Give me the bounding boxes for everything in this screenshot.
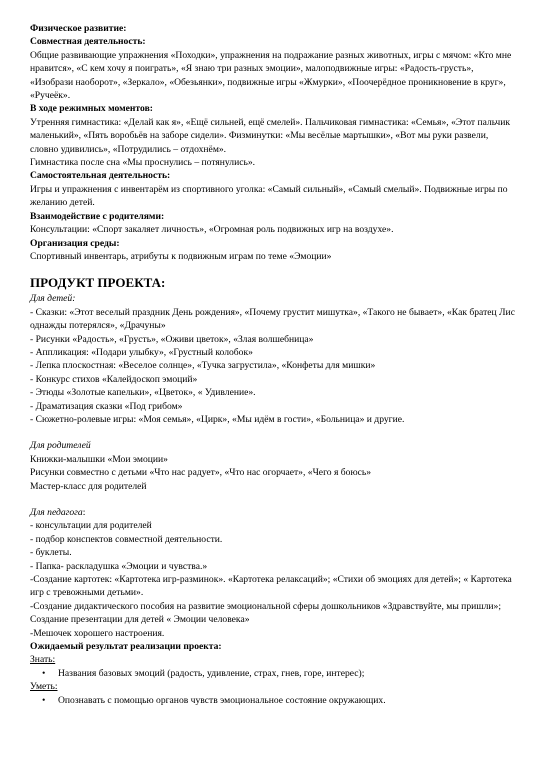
parents-interaction-heading: Взаимодействие с родителями: <box>30 210 165 222</box>
list-item: - Драматизация сказки «Под грибом» <box>30 400 183 412</box>
list-item: - Этюды «Золотые капельки», «Цветок», « Удивление». <box>30 387 256 399</box>
know-list <box>30 667 515 680</box>
list-item: -Создание дидактического пособия на развитие эмоциональной сферы дошкольников «Здравствуйте, мы пришли»; <box>30 600 502 612</box>
list-item: Рисунки совместно с детьми «Что нас радует», «Что нас огорчает», «Чего я боюсь» <box>30 467 372 479</box>
document-page <box>30 22 515 707</box>
routine-text-2: Гимнастика после сна «Мы проснулись – потянулись». <box>30 157 256 169</box>
can-list <box>30 694 515 707</box>
joint-activity-heading: Совместная деятельность: <box>30 36 146 48</box>
independent-heading: Самостоятельная деятельность: <box>30 170 171 182</box>
list-item: - Папка- раскладушка «Эмоции и чувства.» <box>30 560 208 572</box>
children-list <box>30 306 515 427</box>
expected-result-heading: Ожидаемый результат реализации проекта: <box>30 641 222 653</box>
list-item: - Сюжетно-ролевые игры: «Моя семья», «Цирк», «Мы идём в гости», «Больница» и другие. <box>30 413 405 425</box>
list-item: Мастер-класс для родителей <box>30 480 147 492</box>
list-item: Книжки-малышки «Мои эмоции» <box>30 453 168 465</box>
list-item: - Конкурс стихов «Калейдоскоп эмоций» <box>30 373 198 385</box>
list-item: - подбор конспектов совместной деятельности. <box>30 533 223 545</box>
can-label: Уметь: <box>30 681 58 693</box>
list-item: - Аппликация: «Подари улыбку», «Грустный колобок» <box>30 346 253 358</box>
for-children-label: Для детей: <box>30 293 76 305</box>
routine-text: Утренняя гимнастика: «Делай как я», «Ещё сильней, ещё смелей». Пальчиковая гимнастика: «Семья», «Этот пальчик маленький», «Пять воробьёв на заборе сидели». Физминутки: «Мы весёлые мартышки», «Вот мы руки развели, словно удивились», «Потрудились – отдохнём». <box>30 116 511 155</box>
environment-heading: Организация среды: <box>30 237 120 249</box>
independent-text: Игры и упражнения с инвентарём из спортивного уголка: «Самый сильный», «Самый смелый». Подвижные игры по желанию детей. <box>30 183 508 209</box>
teacher-list <box>30 519 515 640</box>
list-item: - Сказки: «Этот веселый праздник День рождения», «Почему грустит мишутка», «Такого не бывает», «Как братец Лис однажды потерялся», «Драчуны» <box>30 306 515 332</box>
bullet-item: • Опознавать с помощью органов чувств эмоциональное состояние окружающих. <box>30 694 515 707</box>
for-teacher-label-colon: : <box>82 507 86 518</box>
parents-list <box>30 453 515 493</box>
list-item: Создание презентации для детей « Эмоции человека» <box>30 614 250 626</box>
for-teacher-label-text: Для педагога <box>30 507 83 518</box>
section-title: Физическое развитие: <box>30 23 127 34</box>
joint-activity-text: Общие развивающие упражнения «Походки», упражнения на подражание разных животных, игры с мячом: «Кто мне нравится», «С кем хочу я поиграть», «Я знаю три разных эмоции», малоподвижные игры: «Радость-грусть», «Изобрази наоборот», «Зеркало», «Обезьянки», подвижные игры «Жмурки», «Поочерёдное проникновение в круг», «Ручеёк». <box>30 49 512 102</box>
list-item: - Рисунки «Радость», «Грусть», «Оживи цветок», «Злая волшебница» <box>30 333 314 345</box>
list-item: -Мешочек хорошего настроения. <box>30 627 165 639</box>
environment-text: Спортивный инвентарь, атрибуты к подвижным играм по теме «Эмоции» <box>30 250 332 262</box>
bullet-item: • Названия базовых эмоций (радость, удивление, страх, гнев, горе, интерес); <box>30 667 515 680</box>
know-label: Знать: <box>30 654 56 666</box>
list-item: - Лепка плоскостная: «Веселое солнце», «Тучка загрустила», «Конфеты для мишки» <box>30 360 376 372</box>
product-heading: ПРОДУКТ ПРОЕКТА: <box>30 275 166 291</box>
parents-interaction-text: Консультации: «Спорт закаляет личность», «Огромная роль подвижных игр на воздухе». <box>30 224 394 236</box>
list-item: -Создание картотек: «Картотека игр-разминок». «Картотека релаксаций»; «Стихи об эмоциях для детей»; « Картотека игр с тревожными детьми». <box>30 574 512 599</box>
list-item: - буклеты. <box>30 547 72 559</box>
for-teacher-label <box>30 506 515 519</box>
list-item: - консультации для родителей <box>30 520 152 532</box>
for-parents-label: Для родителей <box>30 440 91 452</box>
routine-heading: В ходе режимных моментов: <box>30 103 153 115</box>
